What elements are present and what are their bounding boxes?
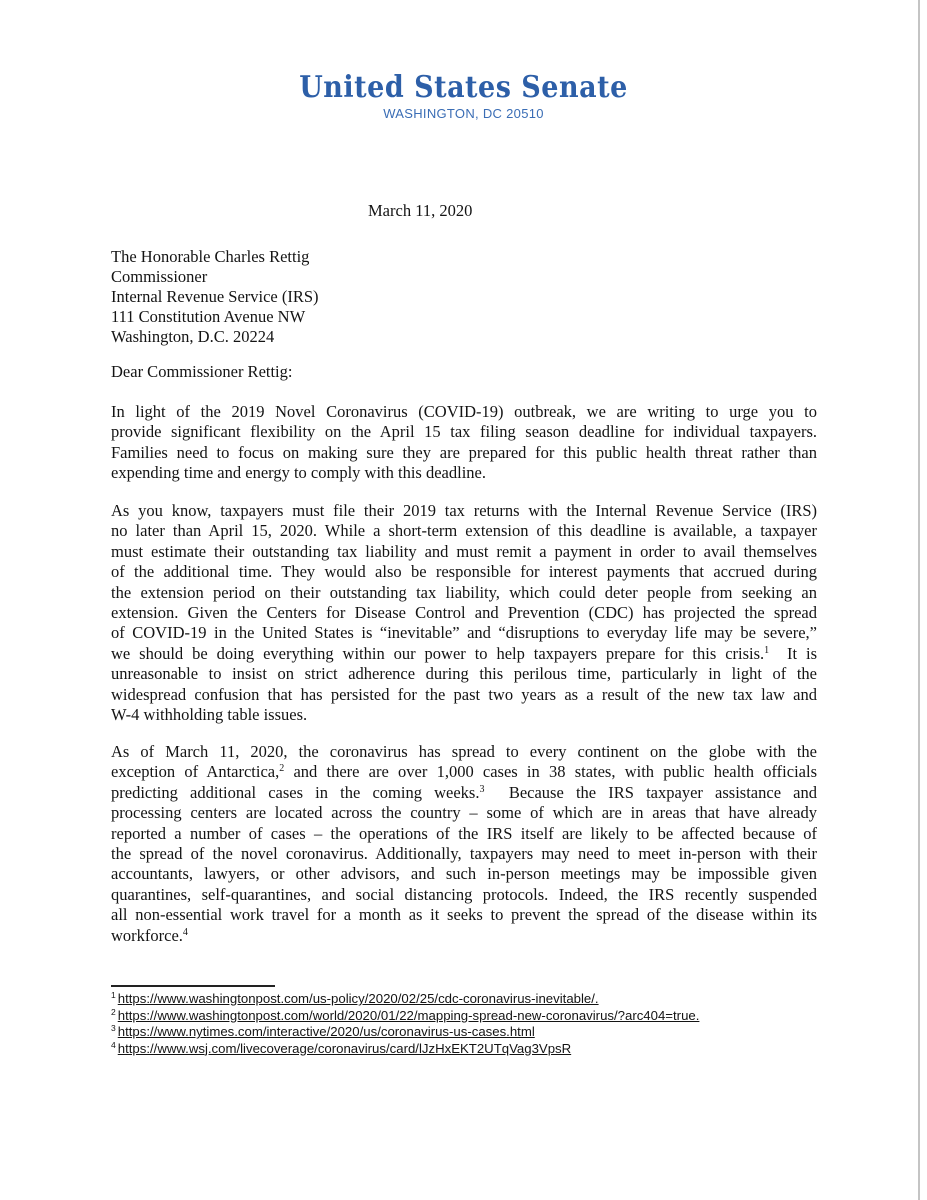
footnote-mark: 1 [764, 644, 770, 656]
salutation: Dear Commissioner Rettig: [111, 362, 293, 381]
footnote-number: 1 [111, 990, 116, 1000]
letter-date: March 11, 2020 [368, 201, 473, 220]
recipient-address [111, 247, 319, 347]
paragraph-line [111, 926, 817, 946]
paragraph-line: As you know, taxpayers must file their 2019 tax returns with the Internal Revenue Service (IRS) [111, 501, 817, 520]
paragraph-line: the spread of the novel coronavirus. Additionally, taxpayers may need to meet in-person with their [111, 844, 817, 864]
footnote-divider [111, 985, 275, 987]
recipient-agency: Internal Revenue Service (IRS) [111, 287, 319, 306]
paragraph-line: widespread confusion that has persisted for the past two years as a result of the new tax law and [111, 684, 817, 704]
footnotes [111, 991, 699, 1057]
footnote-number: 2 [111, 1006, 116, 1017]
paragraph-line: extension. Given the Centers for Disease Control and Prevention (CDC) has projected the spread [111, 603, 817, 623]
paragraph-line: provide significant flexibility on the April 15 tax filing season deadline for individual taxpayers. [111, 422, 817, 442]
paragraph-line: of the additional time. They would also be responsible for interest payments that accrued during [111, 562, 817, 582]
paragraph-line: Families need to focus on making sure they are prepared for this public health threat rather than [111, 442, 817, 462]
paragraph-line: the extension period on their outstanding tax liability, which could deter people from seeking an [111, 582, 817, 602]
footnote-link[interactable]: https://www.washingtonpost.com/world/2020/01/22/mapping-spread-new-coronavirus/?arc404=true. [117, 1007, 700, 1023]
line-text: It is [787, 643, 818, 663]
paragraph-line: must estimate their outstanding tax liability and must remit a payment in order to avail themselves [111, 541, 817, 561]
line-text: Because the IRS taxpayer assistance and [508, 782, 818, 802]
paragraph-line: no later than April 15, 2020. While a short-term extension of this deadline is available, a taxpayer [111, 521, 817, 541]
recipient-city: Washington, D.C. 20224 [111, 327, 275, 346]
line-text: workforce. [111, 925, 183, 945]
paragraph-line: quarantines, self-quarantines, and social distancing protocols. Indeed, the IRS recently suspended [111, 884, 817, 904]
footnote-mark: 3 [479, 783, 485, 795]
footnote-link[interactable]: https://www.nytimes.com/interactive/2020/us/coronavirus-us-cases.html [117, 1024, 535, 1040]
paragraph-line: of COVID-19 in the United States is “inevitable” and “disruptions to everyday life may be severe,” [111, 623, 817, 643]
footnote-2 [111, 1008, 699, 1025]
footnote-4 [111, 1041, 699, 1058]
recipient-name: The Honorable Charles Rettig [111, 247, 310, 266]
paragraph-line: expending time and energy to comply with this deadline. [111, 463, 486, 483]
paragraph-1 [111, 402, 817, 484]
paragraph-line [111, 762, 817, 782]
footnote-link[interactable]: https://www.wsj.com/livecoverage/coronavirus/card/lJzHxEKT2UTqVag3VpsR [117, 1040, 572, 1056]
paragraph-line: accountants, lawyers, or other advisors, and such in-person meetings may be impossible given [111, 864, 817, 884]
footnote-number: 3 [111, 1023, 116, 1034]
paragraph-3 [111, 742, 817, 946]
recipient-street: 111 Constitution Avenue NW [111, 307, 306, 326]
line-text: predicting additional cases in the coming weeks. [111, 782, 480, 802]
letterhead [0, 72, 927, 121]
line-text: exception of Antarctica, [111, 762, 280, 782]
footnote-1 [111, 991, 699, 1008]
footnote-number: 4 [111, 1039, 116, 1050]
paragraph-line: all non-essential work travel for a month as it seeks to prevent the spread of the disease within its [111, 905, 817, 925]
paragraph-line: unreasonable to insist on strict adherence during this perilous time, particularly in light of the [111, 664, 817, 684]
line-text: we should be doing everything within our power to help taxpayers prepare for this crisis. [111, 643, 765, 663]
line-text: and there are over 1,000 cases in 38 states, with public health officials [293, 762, 817, 782]
recipient-title: Commissioner [111, 267, 208, 286]
footnote-mark: 2 [279, 763, 285, 775]
paragraph-line: processing centers are located across the country – some of which are in areas that have already [111, 803, 817, 823]
paragraph-line [111, 783, 817, 803]
page-edge-line [918, 0, 920, 1200]
paragraph-line: In light of the 2019 Novel Coronavirus (COVID-19) outbreak, we are writing to urge you to [111, 402, 817, 421]
paragraph-line: As of March 11, 2020, the coronavirus has spread to every continent on the globe with the [111, 742, 817, 761]
paragraph-2 [111, 501, 817, 725]
footnote-3 [111, 1024, 699, 1041]
footnote-mark: 4 [182, 926, 188, 938]
letterhead-subtitle: WASHINGTON, DC 20510 [383, 106, 544, 121]
letterhead-title: United States Senate [299, 70, 628, 105]
paragraph-line: W-4 withholding table issues. [111, 705, 308, 725]
paragraph-line: reported a number of cases – the operations of the IRS itself are likely to be affected because of [111, 823, 817, 843]
paragraph-line [111, 644, 817, 664]
footnote-link[interactable]: https://www.washingtonpost.com/us-policy/2020/02/25/cdc-coronavirus-inevitable/. [117, 991, 599, 1006]
